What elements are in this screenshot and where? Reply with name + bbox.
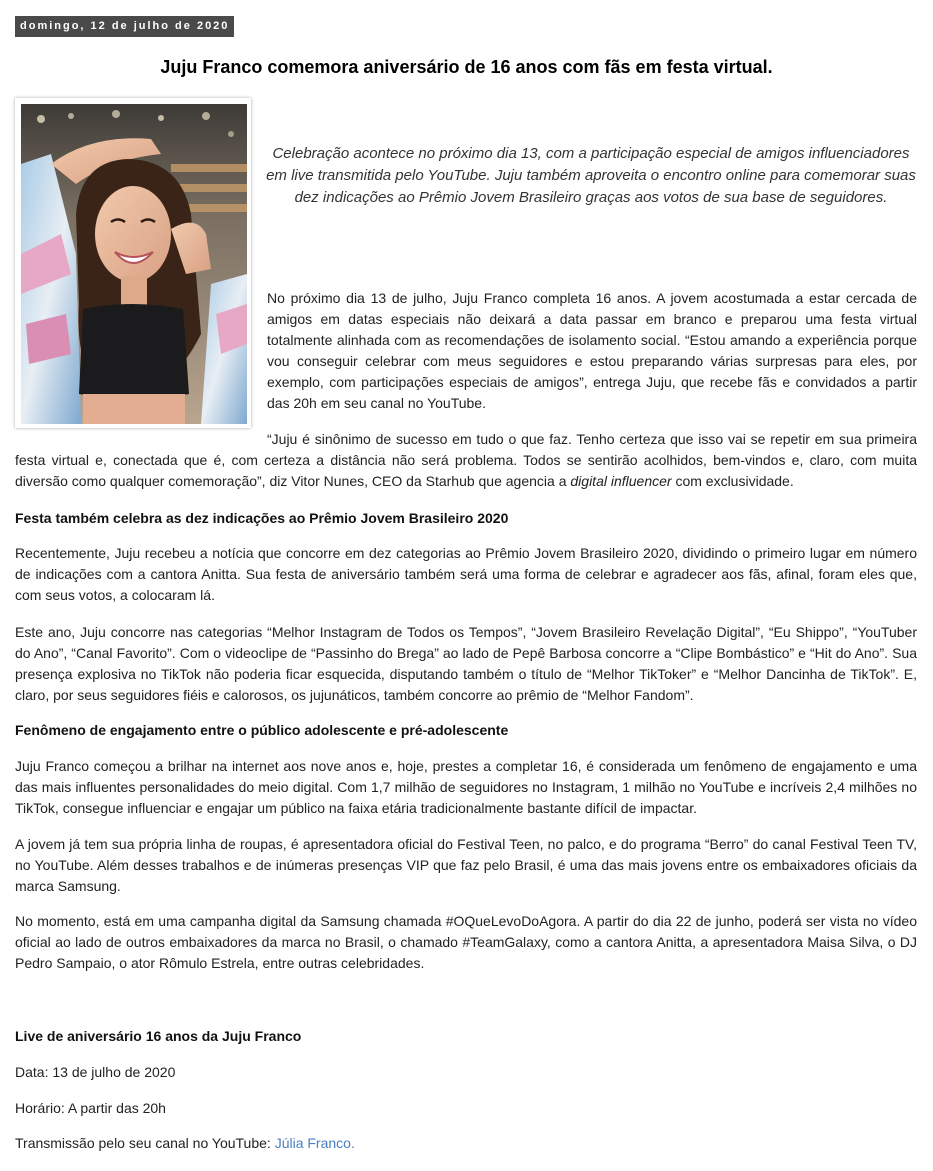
article-paragraph-3: Recentemente, Juju recebeu a notícia que concorre em dez categorias ao Prêmio Jovem Brasileiro 2020, dividindo o primeiro lugar em número de indicações com a cantora Anitta. Sua festa de aniversário também será uma forma de celebrar e agradecer aos fãs, afinal, foram eles que, com seus votos, a colocaram lá. <box>15 545 917 603</box>
post-date: domingo, 12 de julho de 2020 <box>15 16 234 37</box>
article-paragraph-2 <box>15 429 917 492</box>
section-heading-engagement: Fenômeno de engajamento entre o público adolescente e pré-adolescente <box>15 722 509 738</box>
live-date: Data: 13 de julho de 2020 <box>15 1064 176 1080</box>
live-time: Horário: A partir das 20h <box>15 1100 166 1116</box>
paragraph-2-text: “Juju é sinônimo de sucesso em tudo o que faz. Tenho certeza que isso vai se repetir em sua primeira festa virtual e, conectada que é, com certeza a distância não será problema. Todos se sentirão acolhidos, bem-vindos e, claro, com muita diversão como qualquer comemoração”, diz Vitor Nunes, CEO da Starhub que agencia a <box>15 431 917 489</box>
article-paragraph-1: No próximo dia 13 de julho, Juju Franco completa 16 anos. A jovem acostumada a estar cercada de amigos em datas especiais não deixará a data passar em branco e preparou uma festa virtual totalmente alinhada com as recomendações de isolamento social. “Estou amando a experiência porque vou conseguir celebrar com meus seguidores e estou preparando várias surpresas para eles, por exemplo, com participações especiais de amigos”, entrega Juju, que recebe fãs e convidados a partir das 20h em seu canal no YouTube. <box>267 290 917 411</box>
article-paragraph-7: No momento, está em uma campanha digital da Samsung chamada #OQueLevoDoAgora. A partir do dia 22 de junho, poderá ser vista no vídeo oficial ao lado de outros embaixadores da marca no Brasil, o chamado #TeamGalaxy, como a cantora Anitta, a apresentadora Maisa Silva, o DJ Pedro Sampaio, o ator Rômulo Estrela, entre outras celebridades. <box>15 913 917 971</box>
youtube-channel-link[interactable]: Júlia Franco. <box>274 1135 355 1151</box>
section-heading-awards: Festa também celebra as dez indicações ao Prêmio Jovem Brasileiro 2020 <box>15 510 509 526</box>
live-heading: Live de aniversário 16 anos da Juju Franco <box>15 1028 302 1044</box>
featured-photo-frame <box>15 98 251 428</box>
live-channel-prefix: Transmissão pelo seu canal no YouTube: <box>15 1135 275 1151</box>
article-paragraph-6: A jovem já tem sua própria linha de roupas, é apresentadora oficial do Festival Teen, no palco, e do programa “Berro” do canal Festival Teen TV, no YouTube. Além desses trabalhos e de inúmeras presenças VIP que faz pelo Brasil, é uma das mais jovens entre os embaixadores oficiais da marca Samsung. <box>15 836 917 894</box>
article-paragraph-5: Juju Franco começou a brilhar na internet aos nove anos e, hoje, prestes a completar 16, é considerada um fenômeno de engajamento e uma das mais influentes personalidades do meio digital. Com 1,7 milhão de seguidores no Instagram, 1 milhão no YouTube e incríveis 2,4 milhões no TikTok, consegue influenciar e engajar um público na faixa etária tradicionalmente bastante difícil de impactar. <box>15 758 917 816</box>
paragraph-2-end: com exclusividade. <box>671 473 794 489</box>
post-title: Juju Franco comemora aniversário de 16 anos com fãs em festa virtual. <box>160 57 773 77</box>
article-paragraph-4: Este ano, Juju concorre nas categorias “Melhor Instagram de Todos os Tempos”, “Jovem Brasileiro Revelação Digital”, “Eu Shippo”, “YouTuber do Ano”, “Canal Favorito”. Com o videoclipe de “Passinho do Brega” ao lado de Pepê Barbosa concorre a “Clipe Bombástico” e “Hit do Ano”. Sua presença explosiva no TikTok não poderia ficar esquecida, disputando também o título de “Melhor TikToker” e “Melhor Dancinha de TikTok”. E, claro, por seus seguidores fiéis e calorosos, os jujunáticos, também concorre ao prêmio de “Melhor Fandom”. <box>15 624 917 703</box>
live-channel <box>15 1133 355 1153</box>
featured-photo[interactable] <box>21 104 247 424</box>
post-subtitle: Celebração acontece no próximo dia 13, com a participação especial de amigos influenciadores em live transmitida pelo YouTube. Juju também aproveita o encontro online para comemorar suas dez indicações ao Prêmio Jovem Brasileiro graças aos votos de sua base de seguidores. <box>266 145 916 206</box>
paragraph-2-italic: digital influencer <box>570 473 672 489</box>
